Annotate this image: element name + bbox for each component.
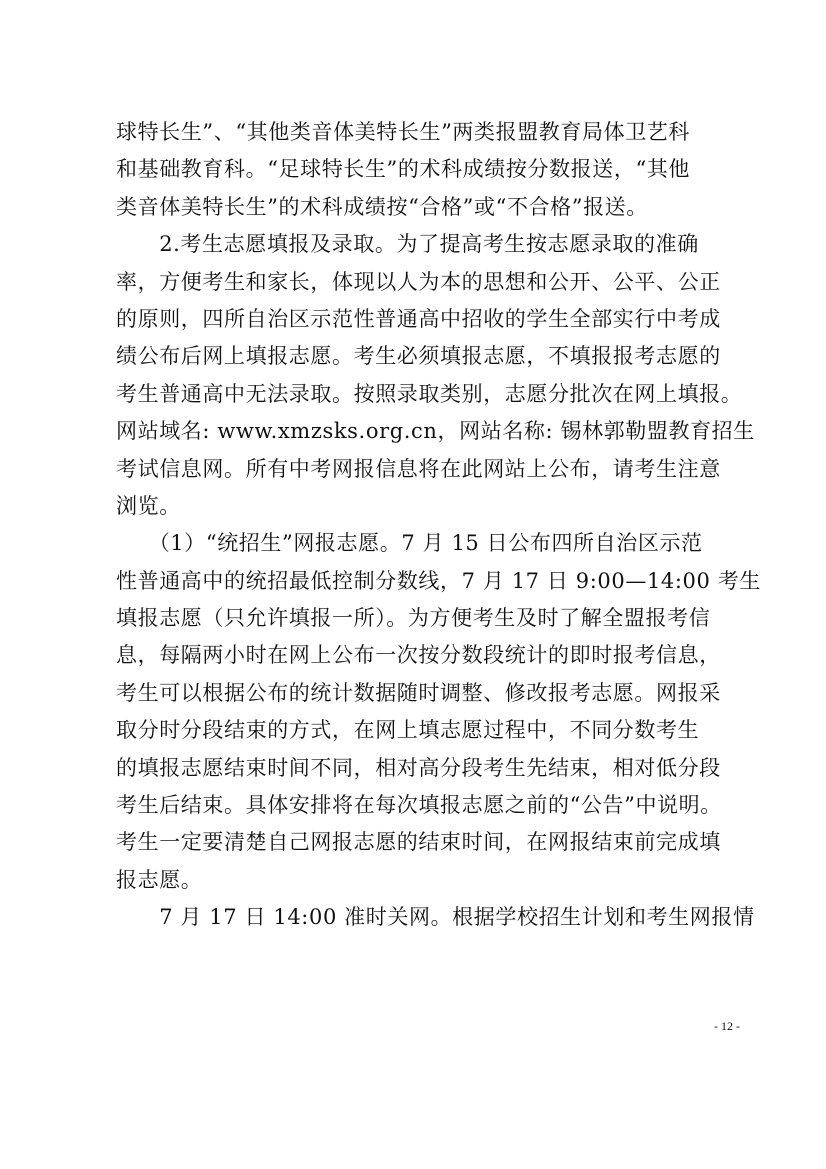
text-line: 率，方便考生和家长，体现以人为本的思想和公开、公平、公正: [116, 269, 721, 294]
text-line: 的填报志愿结束时间不同，相对高分段考生先结束，相对低分段: [116, 755, 721, 780]
text-line: 息，每隔两小时在网上公布一次按分数段统计的即时报考信息，: [116, 643, 721, 668]
text-line: 7 月 17 日 14:00 准时关网。根据学校招生计划和考生网报情: [116, 905, 755, 930]
text-line: 考生普通高中无法录取。按照录取类别，志愿分批次在网上填报。: [116, 381, 743, 406]
text-line: 绩公布后网上填报志愿。考生必须填报志愿，不填报报考志愿的: [116, 344, 721, 369]
page-number: - 12 -: [714, 1019, 740, 1033]
text-line: 填报志愿（只允许填报一所）。为方便考生及时了解全盟报考信: [116, 606, 711, 631]
text-line: 考试信息网。所有中考网报信息将在此网站上公布，请考生注意: [116, 456, 721, 481]
text-line: （1）“统招生”网报志愿。7 月 15 日公布四所自治区示范: [116, 531, 703, 556]
text-line: 的原则，四所自治区示范性普通高中招收的学生全部实行中考成: [116, 306, 721, 331]
text-line: 报志愿。: [116, 867, 203, 892]
text-line: 球特长生”、“其他类音体美特长生”两类报盟教育局体卫艺科: [116, 120, 691, 144]
text-line: 和基础教育科。“足球特长生”的术科成绩按分数报送，“其他: [116, 157, 691, 182]
text-line: 性普通高中的统招最低控制分数线，7 月 17 日 9:00—14:00 考生: [116, 568, 761, 593]
text-line: 考生后结束。具体安排将在每次填报志愿之前的“公告”中说明。: [116, 793, 722, 818]
text-line: 考生可以根据公布的统计数据随时调整、修改报考志愿。网报采: [116, 680, 721, 705]
text-line: 取分时分段结束的方式，在网上填志愿过程中，不同分数考生: [116, 718, 700, 743]
text-line: 考生一定要清楚自己网报志愿的结束时间，在网报结束前完成填: [116, 830, 721, 855]
body-text: [116, 114, 761, 937]
text-line: 2.考生志愿填报及录取。为了提高考生按志愿录取的准确: [116, 232, 699, 257]
text-line: 浏览。: [116, 493, 181, 518]
text-line: 类音体美特长生”的术科成绩按“合格”或“不合格”报送。: [116, 194, 648, 219]
text-line: 网站域名: www.xmzsks.org.cn，网站名称: 锡林郭勒盟教育招生: [116, 419, 755, 444]
